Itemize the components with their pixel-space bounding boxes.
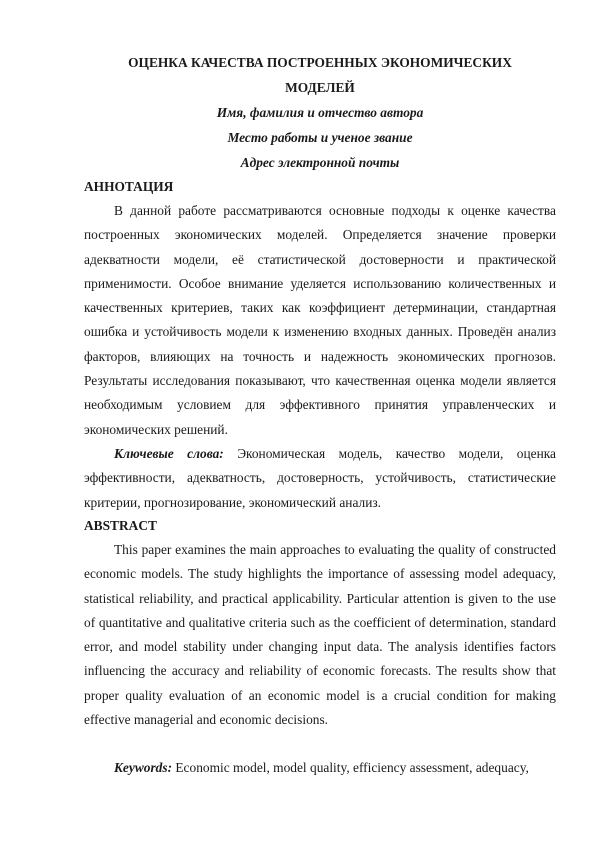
paper-title-line-1: ОЦЕНКА КАЧЕСТВА ПОСТРОЕННЫХ ЭКОНОМИЧЕСКИХ (128, 55, 512, 70)
author-email: Адрес электронной почты (240, 155, 400, 170)
annotation-body: В данной работе рассматриваются основные подходы к оценке качества построенных экономических моделей. Определяется значение проверки адекватности модели, её статистической достоверности и практической применимости. Особое внимание уделяется использованию количественных и качественных критериев, таких как коэффициент детерминации, стандартная ошибка и устойчивость модели к изменению входных данных. Проведён анализ факторов, влияющих на точность и надежность экономических прогнозов. Результаты исследования показывают, что качественная оценка модели является необходимым условием для эффективного принятия управленческих и экономических решений. (84, 203, 556, 437)
abstract-keywords (84, 756, 556, 780)
abstract-keywords-label: Keywords: (114, 760, 173, 775)
author-name: Имя, фамилия и отчество автора (216, 105, 424, 120)
abstract-heading: ABSTRACT (84, 518, 157, 533)
author-affiliation: Место работы и ученое звание (227, 130, 413, 145)
abstract-body: This paper examines the main approaches to evaluating the quality of constructed economic models. The study highlights the importance of assessing model adequacy, statistical reliability, and practical applicability. Particular attention is given to the use of quantitative and qualitative criteria such as the coefficient of determination, standard error, and model stability under changing input data. The analysis identifies factors influencing the accuracy and reliability of economic forecasts. The results show that proper quality evaluation of an economic model is a crucial condition for making effective managerial and economic decisions. (84, 542, 556, 728)
abstract-keywords-text: Economic model, model quality, efficiency assessment, adequacy, (172, 760, 529, 775)
paper-title-line-2: МОДЕЛЕЙ (285, 80, 355, 95)
annotation-heading: АННОТАЦИЯ (84, 179, 174, 194)
annotation-keywords-label: Ключевые слова: (114, 446, 224, 461)
annotation-keywords (84, 442, 556, 515)
annotation-keywords-text: Экономическая модель, качество модели, оценка эффективности, адекватность, достоверность, устойчивость, статистические критерии, прогнозирование, экономический анализ. (84, 446, 556, 510)
